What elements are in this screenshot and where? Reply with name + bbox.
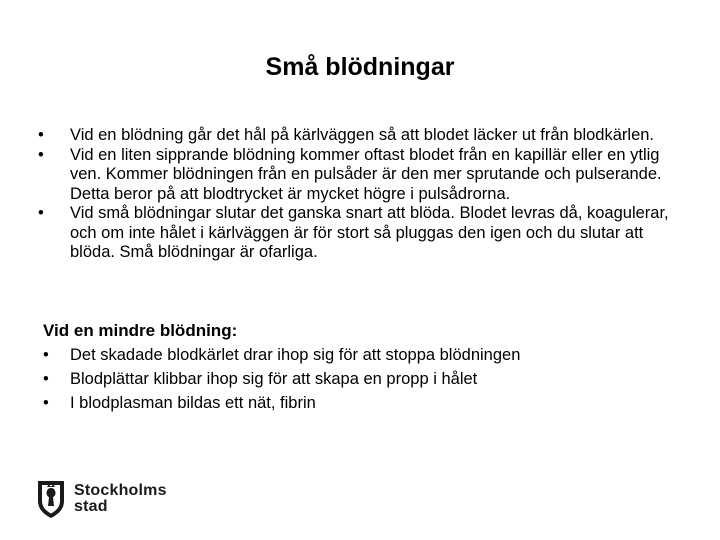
- section-item: [43, 391, 683, 415]
- stockholm-crest-icon: [36, 479, 66, 519]
- section-list: [43, 343, 683, 415]
- slide-title: Små blödningar: [265, 53, 455, 81]
- section-item-text: I blodplasman bildas ett nät, fibrin: [70, 394, 316, 412]
- section-item-text: Blodplättar klibbar ihop sig för att skapa en propp i hålet: [70, 370, 478, 388]
- bullet-dot: •: [43, 394, 49, 412]
- section-item-text: Det skadade blodkärlet drar ihop sig för att stoppa blödningen: [70, 346, 521, 364]
- bullet-text: Vid en liten sipprande blödning kommer oftast blodet från en kapillär eller en ytlig ven. Kommer blödningen från en pulsåder är den mer sprutande och pulserande. Detta beror på att blodtrycket är mycket högre i pulsådrorna.: [70, 145, 662, 203]
- bullet-item: [38, 126, 678, 146]
- bullet-item: [38, 204, 678, 263]
- section-item: [43, 343, 683, 367]
- bullet-dot: •: [38, 204, 44, 222]
- bullet-item: [38, 146, 678, 205]
- minor-bleeding-section: [43, 319, 683, 415]
- logo-line-2: stad: [74, 498, 108, 515]
- bullet-text: Vid en blödning går det hål på kärlväggen så att blodet läcker ut från blodkärlen.: [70, 126, 655, 144]
- bullet-list: [38, 126, 678, 263]
- stockholm-logo: [36, 478, 167, 520]
- logo-wordmark: [74, 483, 167, 515]
- section-item: [43, 367, 683, 391]
- bullet-dot: •: [43, 346, 49, 364]
- bullet-dot: •: [43, 370, 49, 388]
- bullet-text: Vid små blödningar slutar det ganska snart att blöda. Blodet levras då, koagulerar, och om inte hålet i kärlväggen är för stort så pluggas den igen och du slutar att blöda. Små blödningar är ofarliga.: [70, 204, 669, 261]
- section-heading: Vid en mindre blödning:: [43, 321, 238, 340]
- bullet-dot: •: [38, 126, 44, 144]
- bullet-dot: •: [38, 145, 44, 164]
- logo-line-1: Stockholms: [74, 482, 167, 499]
